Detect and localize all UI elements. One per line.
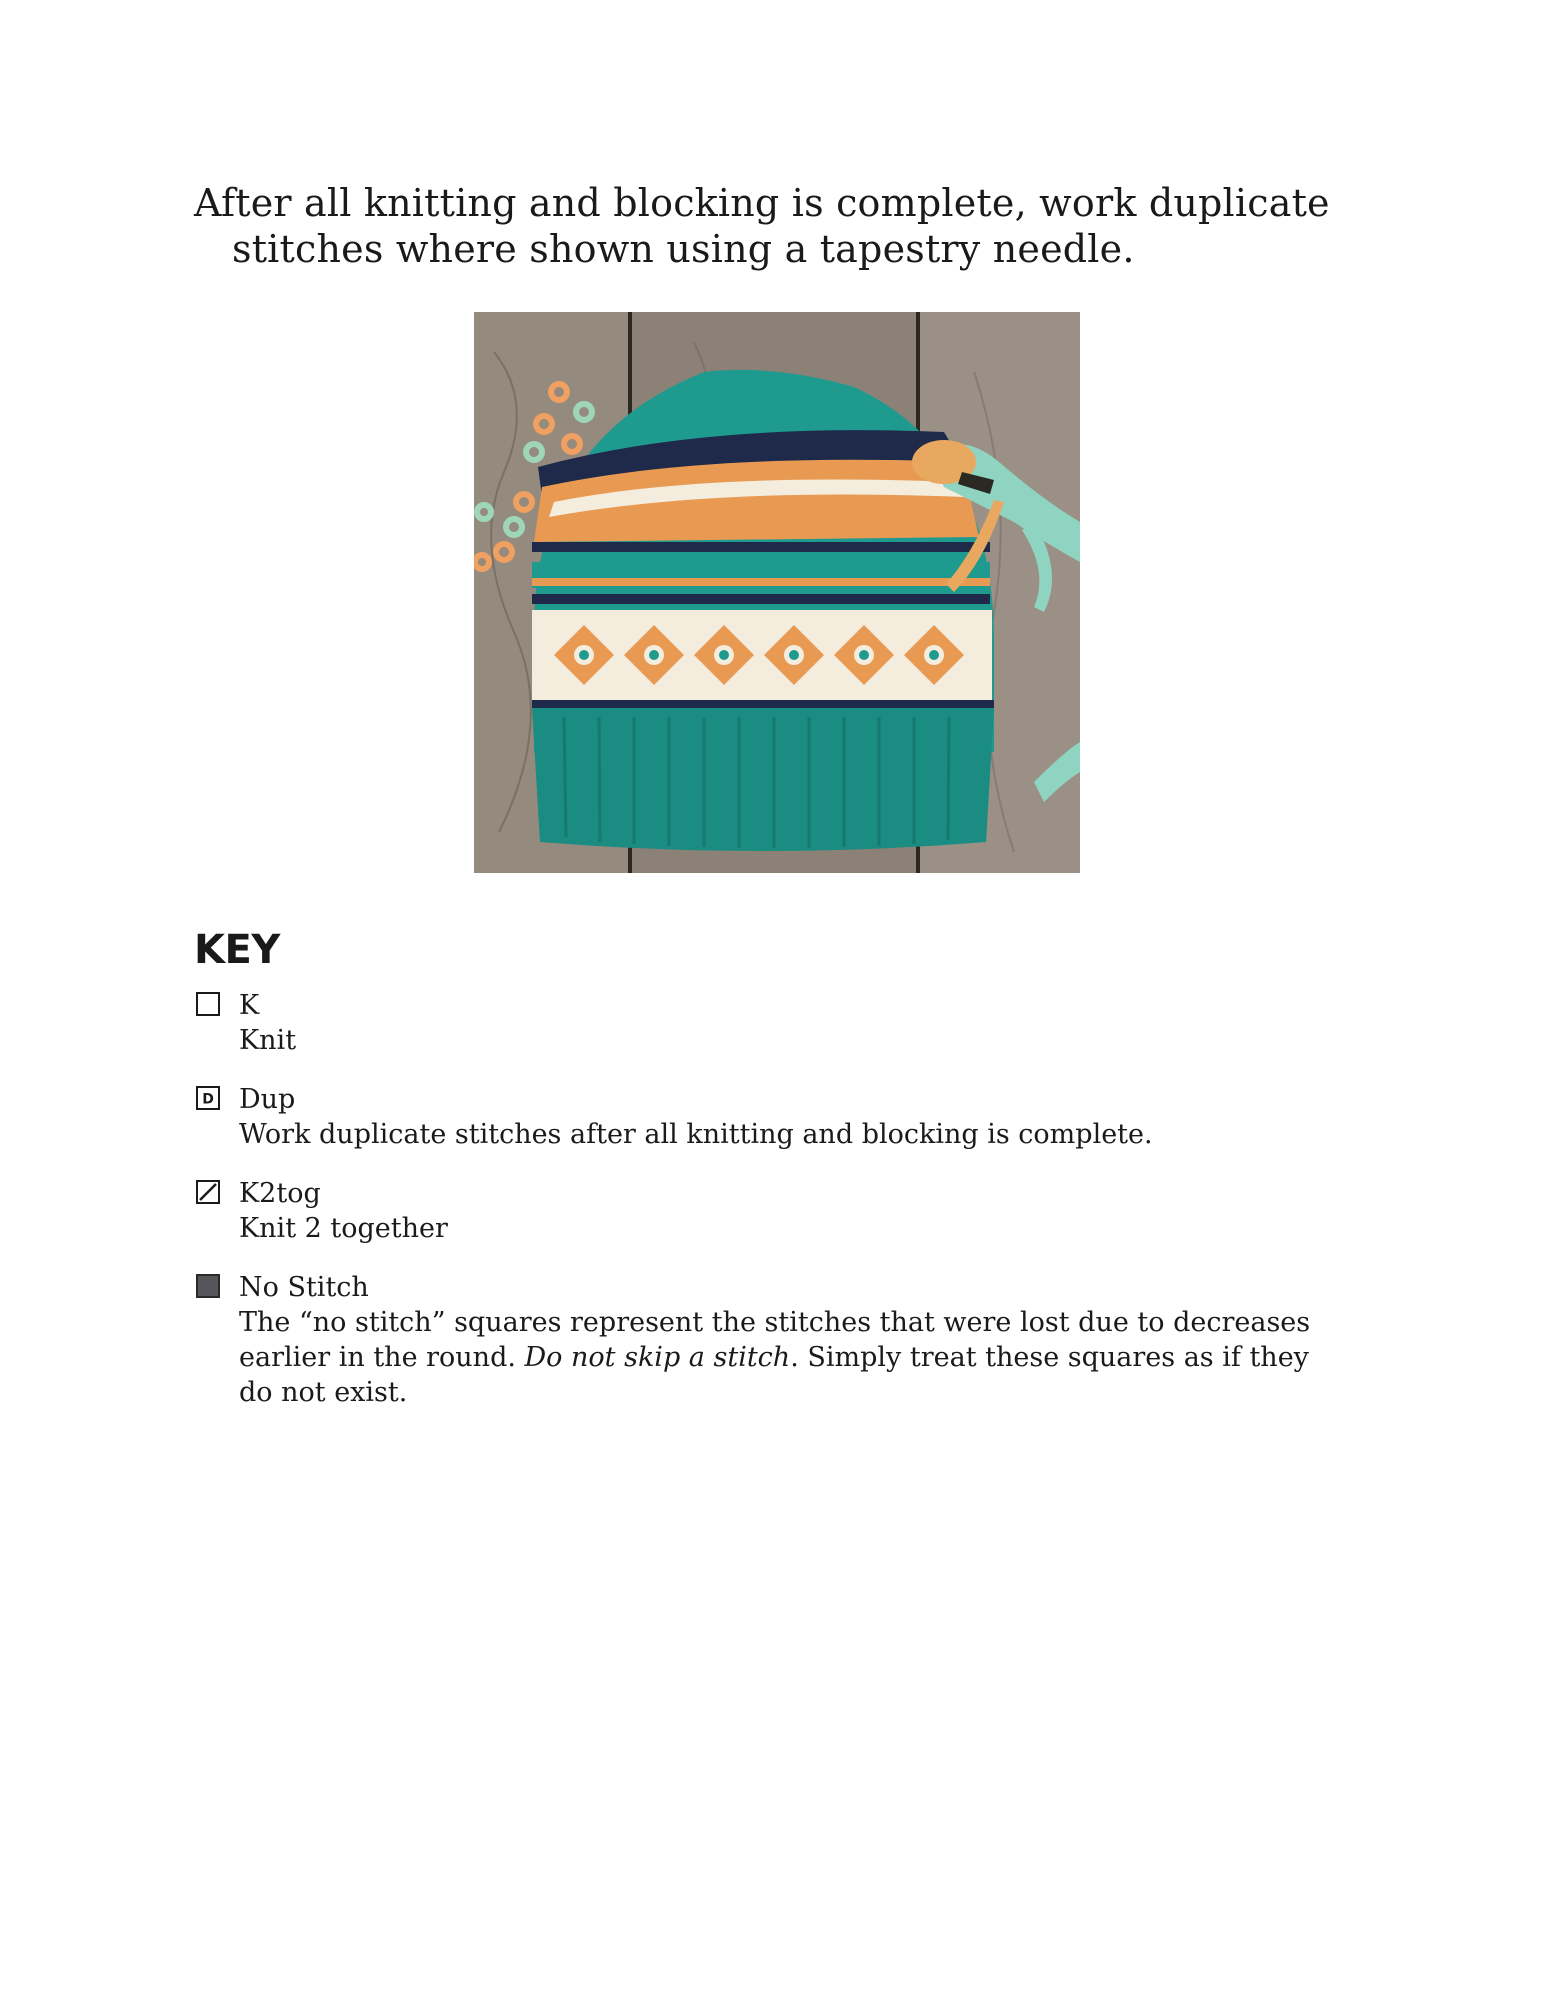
key-item-knit xyxy=(194,988,1344,1058)
key-item-desc: Knit 2 together xyxy=(239,1213,448,1244)
key-item-desc: Knit xyxy=(239,1025,297,1056)
d-square-letter: D xyxy=(202,1091,214,1108)
key-item-desc: Work duplicate stitches after all knitting and blocking is complete. xyxy=(239,1119,1153,1150)
key-item-no-stitch xyxy=(194,1270,1344,1410)
key-item-k2tog xyxy=(194,1176,1344,1246)
key-item-dup xyxy=(194,1082,1344,1152)
key-item-name: K2tog xyxy=(239,1178,321,1209)
key-heading: KEY xyxy=(194,927,280,973)
filled-square-icon xyxy=(196,1274,220,1298)
key-item-name: No Stitch xyxy=(239,1272,369,1303)
intro-text: After all knitting and blocking is complete, work duplicate stitches where shown using a tapestry needle. xyxy=(194,181,1330,271)
empty-square-icon xyxy=(196,992,220,1016)
hat-photo xyxy=(474,312,1080,873)
key-item-desc xyxy=(239,1305,1344,1410)
desc-text: . Simply treat these squares as if they do not exist. xyxy=(239,1342,1309,1408)
d-square-icon xyxy=(196,1086,220,1110)
hat-photo-illustration xyxy=(474,312,1080,873)
knitted-hat xyxy=(532,370,994,851)
desc-text: The “no stitch” squares represent the stitches that were lost due to decreases earlier in the round. xyxy=(239,1307,1311,1373)
desc-emphasis: Do not skip a stitch xyxy=(524,1342,791,1373)
key-item-name: K xyxy=(239,990,260,1021)
slash-square-icon xyxy=(196,1180,220,1204)
key-item-name: Dup xyxy=(239,1084,296,1115)
key-list xyxy=(194,988,1344,1434)
